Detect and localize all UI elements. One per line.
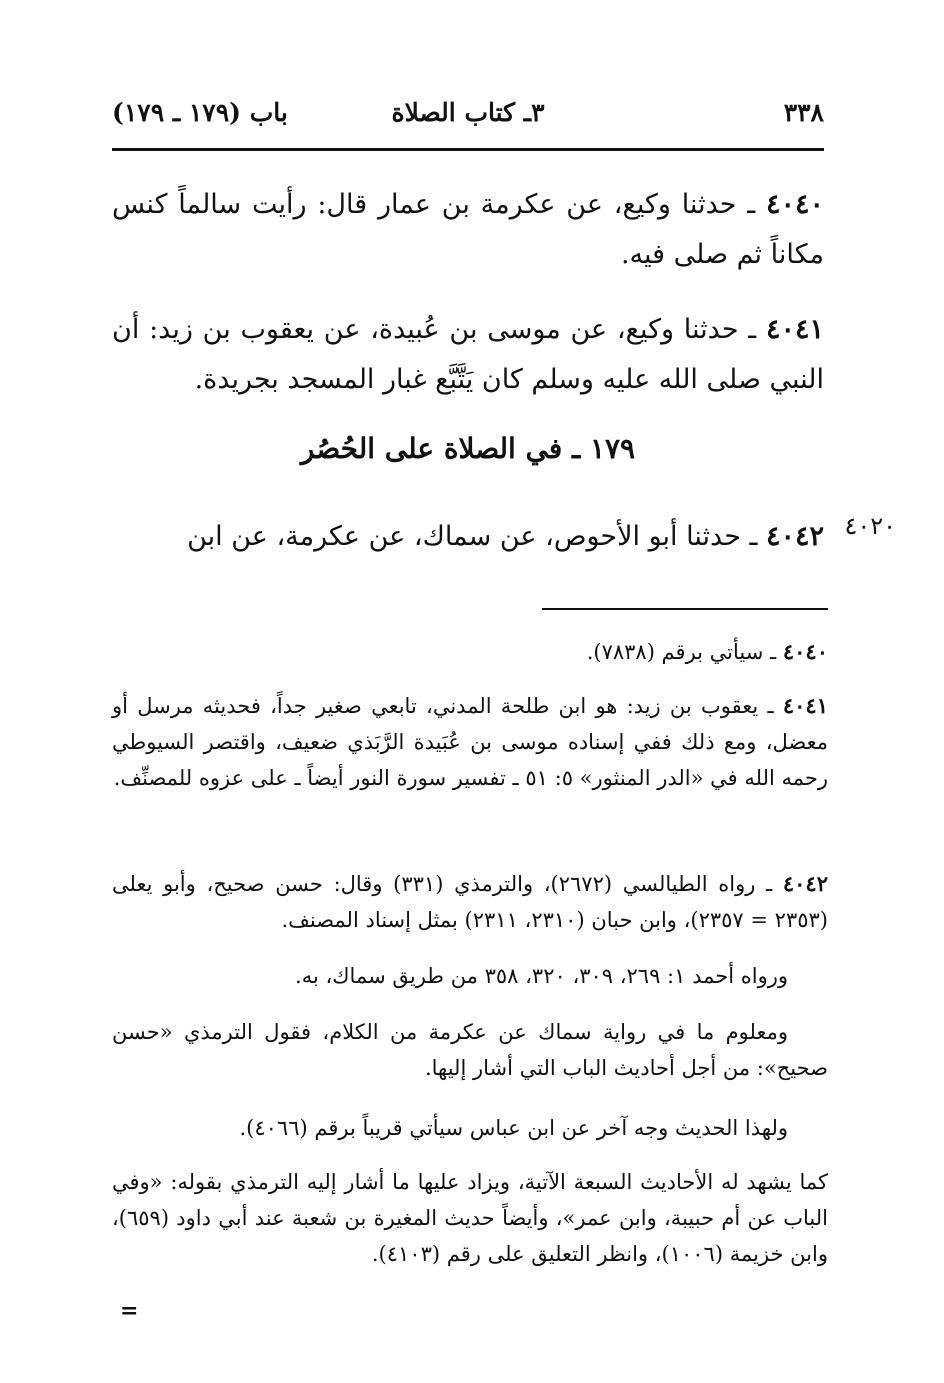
footnote-text: ـ سيأتي برقم (٧٨٣٨). [586,640,777,664]
book-title: ٣ـ كتاب الصلاة [391,98,545,127]
section-heading: ١٧٩ ـ في الصلاة على الحُصُر [300,432,636,465]
footnote-text: ـ يعقوب بن زيد: هو ابن طلحة المدني، تابعي صغير جداً، فحديثه مرسل أو معضل، ومع ذلك ففي إسناده موسى بن عُبَيدة الرَّبَذي ضعيف، واقتصر السيوطي رحمه الله في «الدر المنثور» ٥: ٥١ ـ تفسير سورة النور أيضاً ـ على عزوه للمصنِّف. [112,694,828,790]
chapter-range: باب (١٧٩ ـ ١٧٩) [112,98,288,127]
footnote-4040 [300,634,828,670]
footnote-4042 [112,866,828,938]
hadith-number: ٤٠٤٠ [765,189,824,220]
footnote-note: ولهذا الحديث وجه آخر عن ابن عباس سيأتي قريباً برقم (٤٠٦٦). [239,1116,788,1140]
footnote-text: ـ رواه الطيالسي (٢٦٧٢)، والترمذي (٣٣١) وقال: حسن صحيح، وأبو يعلى (٢٣٥٣ = ٢٣٥٧)، وابن حبان (٢٣١٠، ٢٣١١) بمثل إسناد المصنف. [112,872,828,932]
footnote-number: ٤٠٤١ [782,693,828,718]
page-number: ٣٣٨ [783,98,824,127]
hadith-text: ـ حدثنا أبو الأحوص، عن سماك، عن عكرمة، عن ابن [187,521,758,552]
footnote-note: ورواه أحمد ١: ٢٦٩، ٣٠٩، ٣٢٠، ٣٥٨ من طريق سماك، به. [295,964,788,988]
footnote-note: ومعلوم ما في رواية سماك عن عكرمة من الكلام، فقول الترمذي «حسن صحيح»: من أجل أحاديث الباب التي أشار إليها. [112,1020,828,1080]
continuation-mark: = [120,1298,139,1324]
page-header [112,98,824,144]
margin-number: ٤٠٢٠ [844,512,896,540]
hadith-number: ٤٠٤٢ [765,521,824,552]
header-rule [112,148,824,151]
hadith-4040 [112,180,824,280]
hadith-number: ٤٠٤١ [765,314,824,345]
hadith-text: ـ حدثنا وكيع، عن موسى بن عُبيدة، عن يعقوب بن زيد: أن النبي صلى الله عليه وسلم كان يَتَّبَّع غبار المسجد بجريدة. [112,314,824,395]
footnote-note: كما يشهد له الأحاديث السبعة الآتية، ويزاد عليها ما أشار إليه الترمذي بقوله: «وفي الباب عن أم حبيبة، وابن عمر»، وأيضاً حديث المغيرة بن شعبة عند أبي داود (٦٥٩)، وابن خزيمة (١٠٠٦)، وانظر التعليق على رقم (٤١٠٣). [112,1170,828,1266]
footnote-4041 [112,688,828,796]
hadith-4041 [112,305,824,405]
hadith-text: ـ حدثنا وكيع، عن عكرمة بن عمار قال: رأيت سالماً كنس مكاناً ثم صلى فيه. [112,189,824,270]
footnote-number: ٤٠٤٠ [782,639,828,664]
footnote-rule [542,608,828,610]
footnote-number: ٤٠٤٢ [782,871,828,896]
hadith-4042 [112,512,824,562]
